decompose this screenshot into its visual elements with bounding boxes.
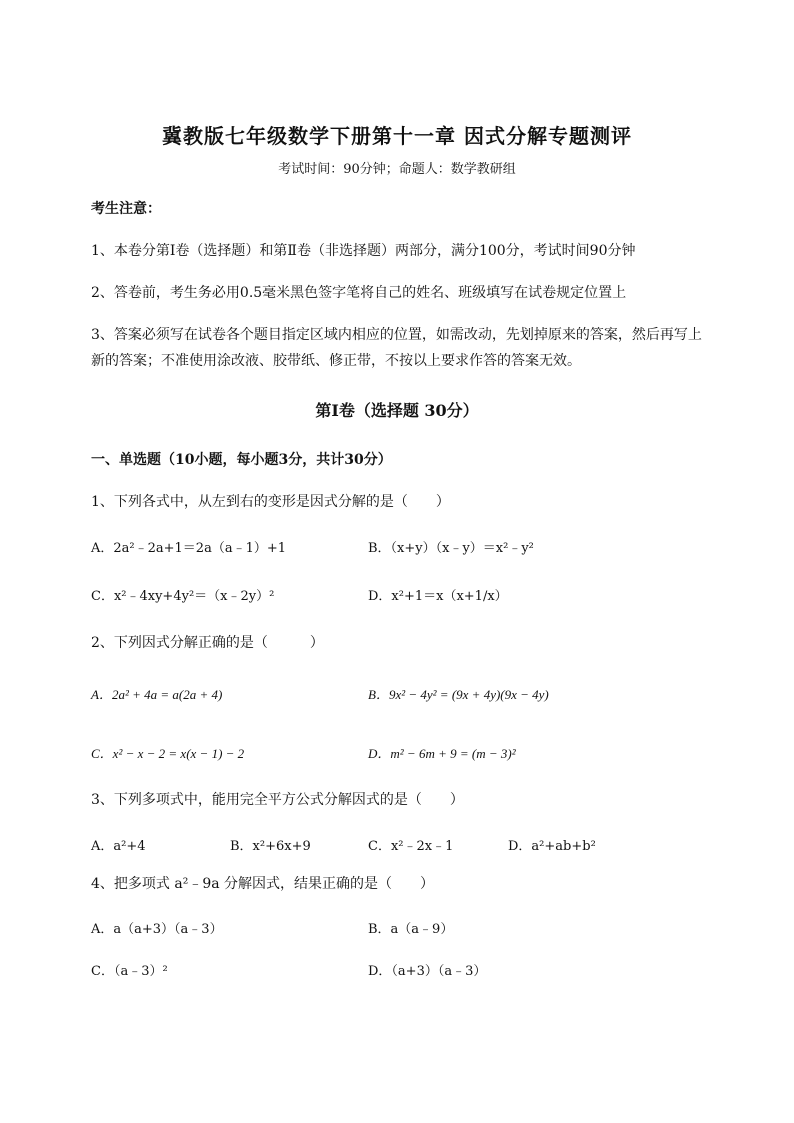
notice-item-2: 2、答卷前，考生务必用0.5毫米黑色签字笔将自己的姓名、班级填写在试卷规定位置上 xyxy=(91,285,627,301)
question-1-option-d[interactable]: D．x²+1＝x（x+1/x） xyxy=(368,589,508,604)
exam-title: 冀教版七年级数学下册第十一章 因式分解专题测评 xyxy=(162,124,632,148)
question-1-option-c[interactable]: C．x²﹣4xy+4y²＝（x﹣2y）² xyxy=(91,589,275,604)
part-one-heading: 一、单选题（10小题，每小题3分，共计30分） xyxy=(91,452,392,468)
question-3-option-c[interactable]: C．x²﹣2x﹣1 xyxy=(368,839,454,854)
question-4-option-c[interactable]: C．（a﹣3）² xyxy=(91,964,168,979)
question-1-stem: 1、下列各式中，从左到右的变形是因式分解的是（ ） xyxy=(91,494,450,510)
question-1-option-b[interactable]: B．（x+y）（x﹣y）＝x²﹣y² xyxy=(368,541,534,556)
question-4-option-a[interactable]: A．a（a+3）（a﹣3） xyxy=(91,922,223,937)
exam-subtitle: 考试时间：90分钟；命题人：数学教研组 xyxy=(278,162,516,177)
question-3-stem: 3、下列多项式中，能用完全平方公式分解因式的是（ ） xyxy=(91,792,464,808)
question-3-option-d[interactable]: D．a²+ab+b² xyxy=(508,839,596,854)
notice-item-3: 3、答案必须写在试卷各个题目指定区域内相应的位置，如需改动，先划掉原来的答案，然后再写上新的答案；不准使用涂改液、胶带纸、修正带，不按以上要求作答的答案无效。 xyxy=(91,327,702,369)
question-2-option-a[interactable]: A．2a² + 4a = a(2a + 4) xyxy=(91,687,223,702)
question-2-stem: 2、下列因式分解正确的是（ ） xyxy=(91,635,324,651)
question-4-stem: 4、把多项式 a²﹣9a 分解因式，结果正确的是（ ） xyxy=(91,876,435,892)
question-2-option-d[interactable]: D．m² − 6m + 9 = (m − 3)² xyxy=(368,746,516,761)
question-4-option-b[interactable]: B．a（a﹣9） xyxy=(368,922,454,937)
question-4-option-d[interactable]: D．（a+3）（a﹣3） xyxy=(368,964,487,979)
question-2-option-b[interactable]: B．9x² − 4y² = (9x + 4y)(9x − 4y) xyxy=(368,687,549,702)
notice-item-1: 1、本卷分第Ⅰ卷（选择题）和第Ⅱ卷（非选择题）两部分，满分100分，考试时间90分钟 xyxy=(91,243,636,259)
question-3-option-b[interactable]: B．x²+6x+9 xyxy=(230,839,311,854)
question-2-option-c[interactable]: C．x² − x − 2 = x(x − 1) − 2 xyxy=(91,746,245,761)
section-title: 第Ⅰ卷（选择题 30分） xyxy=(315,401,479,420)
notice-heading: 考生注意： xyxy=(91,201,161,217)
question-3-option-a[interactable]: A．a²+4 xyxy=(91,839,146,854)
question-1-option-a[interactable]: A．2a²﹣2a+1＝2a（a﹣1）+1 xyxy=(91,541,287,556)
